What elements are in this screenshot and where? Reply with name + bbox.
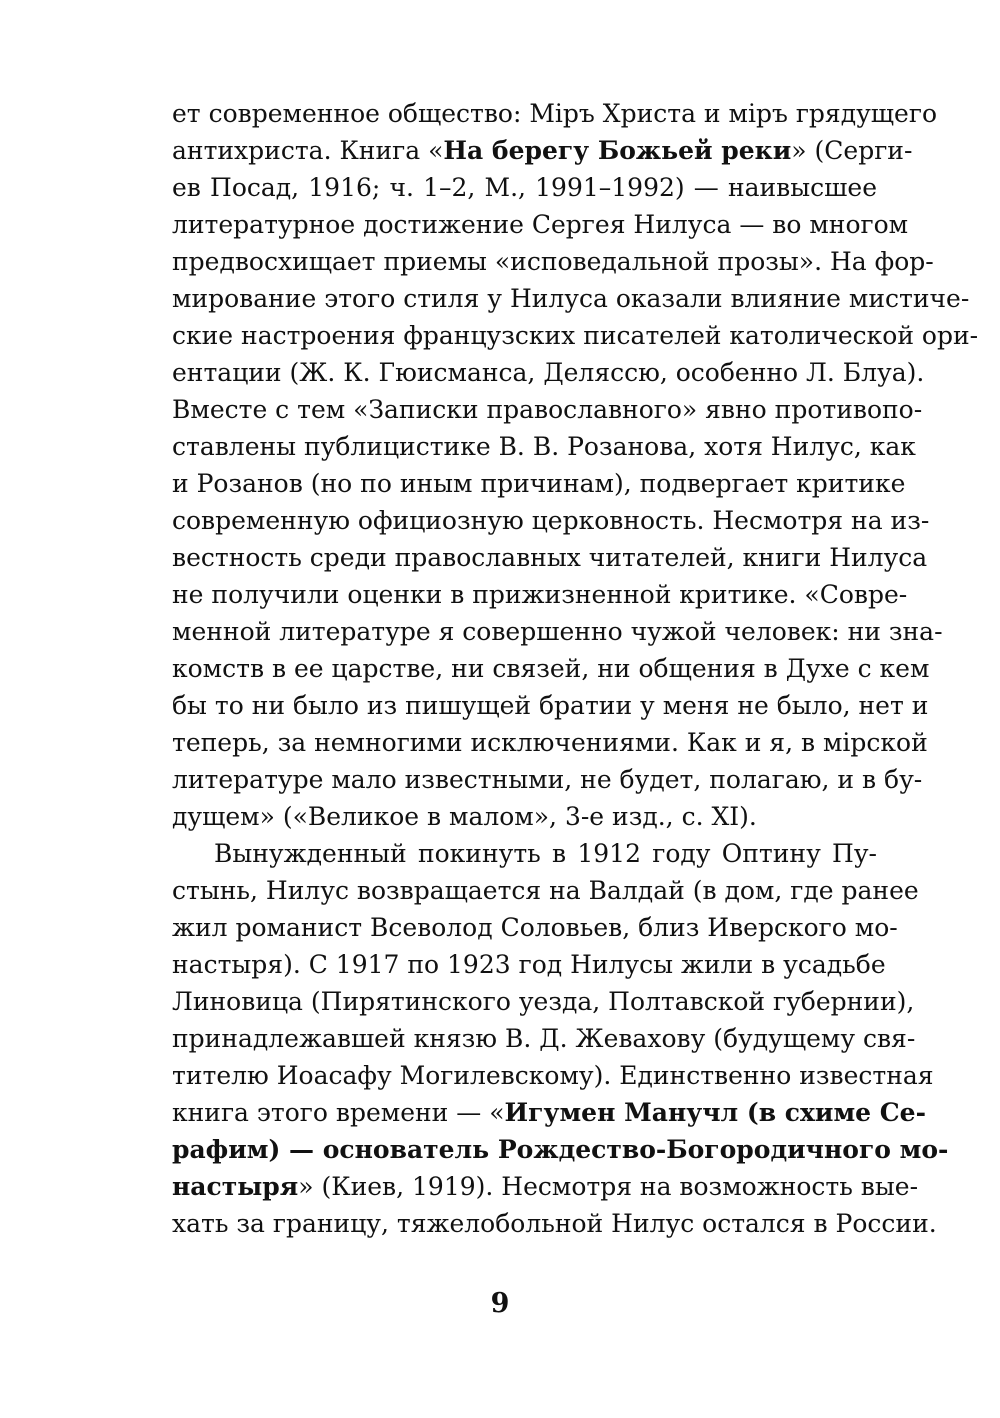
bold-text-segment: Игумен Манучл (в схиме Се- <box>504 1098 926 1127</box>
text-segment: настыря). С 1917 по 1923 год Нилусы жили в усадьбе <box>172 950 886 979</box>
text-line <box>172 428 916 465</box>
text-segment: бы то ни было из пишущей братии у меня не было, нет и <box>172 691 929 720</box>
text-segment: Вместе с тем «Записки православного» явно противопо- <box>172 395 923 424</box>
text-line <box>172 1131 949 1168</box>
text-line <box>172 539 928 576</box>
bold-text-segment: На берегу Божьей реки <box>443 136 792 165</box>
text-segment: литературе мало известными, не будет, полагаю, и в бу- <box>172 765 923 794</box>
text-line <box>172 1205 937 1242</box>
text-line <box>172 650 930 687</box>
text-segment: ентации (Ж. К. Гюисманса, Делясcю, особенно Л. Блуа). <box>172 358 925 387</box>
page-body-text <box>172 95 979 1242</box>
text-line <box>172 169 877 206</box>
text-line <box>172 576 908 613</box>
text-line <box>172 1057 934 1094</box>
text-segment: Вынужденный покинуть в 1912 году Оптину Пу- <box>214 839 877 868</box>
text-segment: ет современное общество: Міръ Христа и міръ грядущего <box>172 99 937 128</box>
text-line <box>172 132 913 169</box>
text-line <box>172 502 930 539</box>
text-line <box>172 317 979 354</box>
text-segment: ев Посад, 1916; ч. 1–2, М., 1991–1992) — наивысшее <box>172 173 877 202</box>
text-segment: современную официозную церковность. Несмотря на из- <box>172 506 930 535</box>
text-line <box>172 798 877 835</box>
text-line <box>172 354 925 391</box>
text-segment: комств в ее царстве, ни связей, ни общения в Духе с кем <box>172 654 930 683</box>
text-segment: ские настроения французских писателей католической ори- <box>172 321 979 350</box>
text-segment: Линовица (Пирятинского уезда, Полтавской губернии), <box>172 987 915 1016</box>
text-line <box>172 761 923 798</box>
text-line <box>172 946 886 983</box>
text-segment: и Розанов (но по иным причинам), подвергает критике <box>172 469 906 498</box>
text-segment: стынь, Нилус возвращается на Валдай (в дом, где ранее <box>172 876 919 905</box>
text-segment: жил романист Всеволод Соловьев, близ Иверского мо- <box>172 913 898 942</box>
text-segment: » (Серги- <box>791 136 913 165</box>
text-line <box>172 724 928 761</box>
text-segment: ставлены публицистике В. В. Розанова, хотя Нилус, как <box>172 432 916 461</box>
text-segment: тителю Иоасафу Могилевскому). Единственно известная <box>172 1061 934 1090</box>
text-line <box>172 206 909 243</box>
bold-text-segment: настыря <box>172 1172 299 1201</box>
text-line <box>172 465 906 502</box>
bold-text-segment: рафим) — основатель Рождество-Богородичного мо- <box>172 1135 949 1164</box>
text-segment: принадлежавшей князю В. Д. Жевахову (будущему свя- <box>172 1024 916 1053</box>
text-segment: антихриста. Книга « <box>172 136 444 165</box>
page-number: 9 <box>490 1288 510 1319</box>
text-line <box>172 1020 916 1057</box>
text-line <box>172 983 915 1020</box>
text-segment: менной литературе я совершенно чужой человек: ни зна- <box>172 617 943 646</box>
text-line <box>172 1094 926 1131</box>
text-line <box>172 613 943 650</box>
text-line <box>172 835 877 872</box>
text-line <box>172 95 937 132</box>
text-segment: не получили оценки в прижизненной критике. «Совре- <box>172 580 908 609</box>
text-segment: теперь, за немногими исключениями. Как и я, в мірской <box>172 728 928 757</box>
text-line <box>172 1168 919 1205</box>
text-line <box>172 391 923 428</box>
text-segment: хать за границу, тяжелобольной Нилус остался в России. <box>172 1209 937 1238</box>
text-segment: мирование этого стиля у Нилуса оказали влияние мистиче- <box>172 284 970 313</box>
text-line <box>172 687 929 724</box>
text-segment: вестность среди православных читателей, книги Нилуса <box>172 543 928 572</box>
text-line <box>172 909 898 946</box>
text-line <box>172 280 970 317</box>
text-segment: предвосхищает приемы «исповедальной прозы». На фор- <box>172 247 934 276</box>
text-segment: литературное достижение Сергея Нилуса — во многом <box>172 210 909 239</box>
text-segment: » (Киев, 1919). Несмотря на возможность выe- <box>298 1172 919 1201</box>
text-line <box>172 872 919 909</box>
text-segment: книга этого времени — « <box>172 1098 505 1127</box>
text-segment: дущем» («Великое в малом», 3-е изд., с. XI). <box>172 802 757 831</box>
text-line <box>172 243 934 280</box>
